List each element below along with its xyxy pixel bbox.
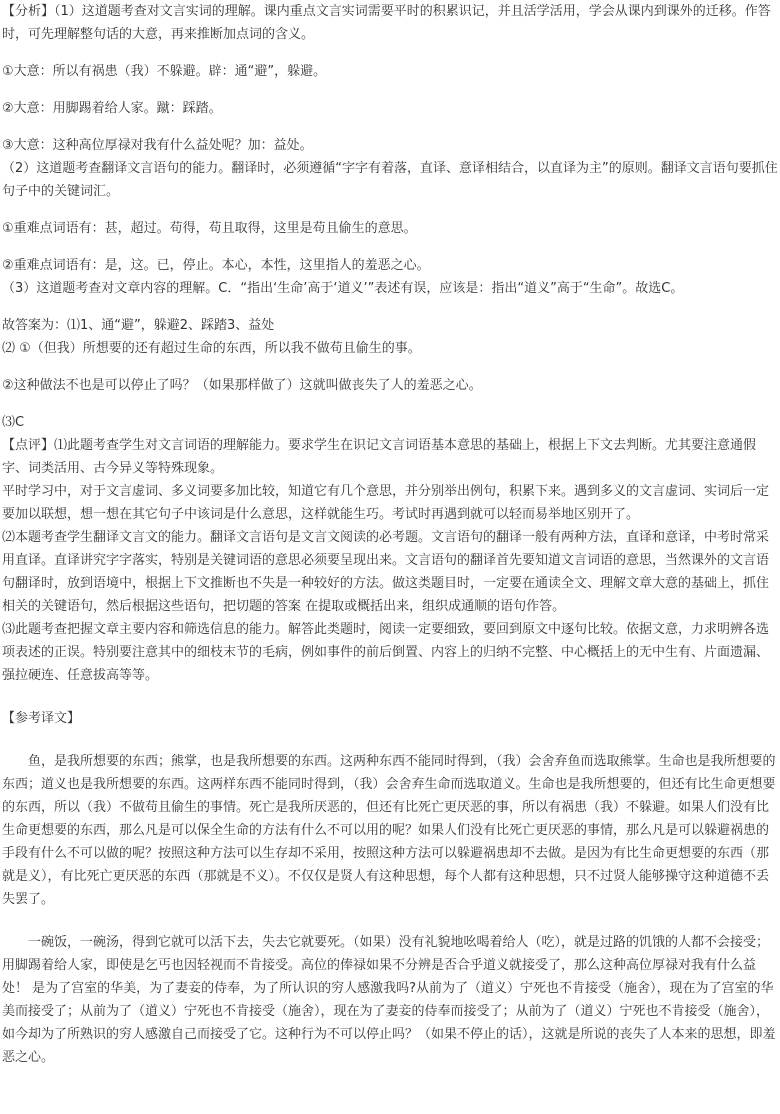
analysis-q2-intro: （2）这道题考查翻译文言语句的能力。翻译时，必须遵循“字字有着落，直译、意译相结合，以直译为主”的原则。翻译文言语句要抓住句子中的关键词汇。 <box>2 161 778 199</box>
comment-paragraph-3: ⑵本题考查学生翻译文言文的能力。翻译文言语句是文言文阅读的必考题。文言语句的翻译一般有两种方法，直译和意译，中考时常采用直译。直译讲究字字落实，特别是关键词语的意思必须要呈现出来。文言语句的翻译首先要知道文言词语的意思，当然课外的文言语句翻译时，放到语境中，根据上下文推断也不失是一种较好的方法。做这类题目时，一定要在通读全文、理解文章大意的基础上，抓住相关的关键语句，然后根据这些语句，把切题的答案 在提取或概括出来，组织成通顺的语句作答。 <box>2 530 770 614</box>
analysis-q2-item2: ②重难点词语有：是，这。已，停止。本心，本性，这里指人的羞恶之心。 <box>2 258 430 273</box>
translation-paragraph-2: 一碗饭，一碗汤，得到它就可以活下去，失去它就要死。（如果）没有礼貌地吆喝着给人（吃），就是过路的饥饿的人都不会接受；用脚踢着给人家，即使是乞丐也因轻视而不肯接受。高位的俸禄如果不分辨是否合乎道义就接受了，那么这种高位厚禄对我有什么益处！ 是为了宫室的华美，为了妻妾的侍奉，为了所认识的穷人感激我吗?从前为了（道义）宁死也不肯接受（施舍），现在为了宫室的华美而接受了；从前为了（道义）宁死也不肯接受（施舍），现在为了妻妾的侍奉而接受了；从前为了（道义）宁死也不肯接受（施舍），如今却为了所熟识的穷人感激自己而接受了它。这种行为不可以停止吗？（如果不停止的话），这就是所说的丧失了人本来的思想，即羞恶之心。 <box>2 935 776 1065</box>
answer-line-4: ⑶C <box>2 415 25 430</box>
comment-paragraph-4: ⑶此题考查把握文章主要内容和筛选信息的能力。解答此类题时，阅读一定要细致，要回到原文中逐句比较。依据文意，力求明辨各选项表述的正误。特别要注意其中的细枝末节的毛病，例如事件的前后倒置、内容上的归纳不完整、中心概括上的无中生有、片面遗漏、强拉硬连、任意拔高等等。 <box>2 622 770 683</box>
analysis-intro: 【分析】（1）这道题考查对文言实词的理解。课内重点文言实词需要平时的积累识记，并且活学活用，学会从课内到课外的迁移。作答时，可先理解整句话的大意，再来推断加点词的含义。 <box>2 4 771 42</box>
analysis-q3: （3）这道题考查对文章内容的理解。C．“指出‘生命’高于‘道义’”表述有误，应该是：指出“道义”高于“生命”。故选C。 <box>2 281 684 296</box>
analysis-q2-item1: ①重难点词语有：甚，超过。苟得，苟且取得，这里是苟且偷生的意思。 <box>2 221 417 236</box>
answer-line-2: ⑵ ①（但我）所想要的还有超过生命的东西，所以我不做苟且偷生的事。 <box>2 341 421 356</box>
comment-paragraph-1: 【点评】⑴此题考查学生对文言词语的理解能力。要求学生在识记文言词语基本意思的基础上，根据上下文去判断。尤其要注意通假字、词类活用、古今异义等特殊现象。 <box>2 438 757 476</box>
answer-line-3: ②这种做法不也是可以停止了吗？（如果那样做了）这就叫做丧失了人的羞恶之心。 <box>2 378 482 393</box>
analysis-q1-item1: ①大意：所以有祸患（我）不躲避。辟：通“避”，躲避。 <box>2 64 327 79</box>
analysis-q1-item2: ②大意：用脚踢着给人家。蹴：踩踏。 <box>2 101 222 116</box>
answer-line-1: 故答案为：⑴1、通“避”，躲避2、踩踏3、益处 <box>2 318 275 333</box>
analysis-q1-item3: ③大意：这种高位厚禄对我有什么益处呢？加：益处。 <box>2 138 313 153</box>
translation-paragraph-1: 鱼，是我所想要的东西；熊掌，也是我所想要的东西。这两种东西不能同时得到，（我）会舍弃鱼而选取熊掌。生命也是我所想要的东西；道义也是我所想要的东西。这两样东西不能同时得到，（我）会舍弃生命而选取道义。生命也是我所想要的，但还有比生命更想要的东西，所以（我）不做苟且偷生的事情。死亡是我所厌恶的，但还有比死亡更厌恶的事，所以有祸患（我）不躲避。如果人们没有比生命更想要的东西，那么凡是可以保全生命的方法有什么不可以用的呢？如果人们没有比死亡更厌恶的事情，那么凡是可以躲避祸患的手段有什么不可以做的呢？按照这种方法可以生存却不采用，按照这种方法可以躲避祸患却不去做。是因为有比生命更想要的东西（那就是义），有比死亡更厌恶的东西（那就是不义）。不仅仅是贤人有这种思想，每个人都有这种思想，只不过贤人能够操守这种道德不丢失罢了。 <box>2 754 776 907</box>
translation-heading: 【参考译文】 <box>2 711 81 726</box>
comment-paragraph-2: 平时学习中，对于文言虚词、多义词要多加比较，知道它有几个意思，并分别举出例句，积累下来。遇到多义的文言虚词、实词后一定要加以联想，想一想在其它句子中该词是什么意思，这样就能生巧。考试时再遇到就可以轻而易举地区别开了。 <box>2 484 770 522</box>
